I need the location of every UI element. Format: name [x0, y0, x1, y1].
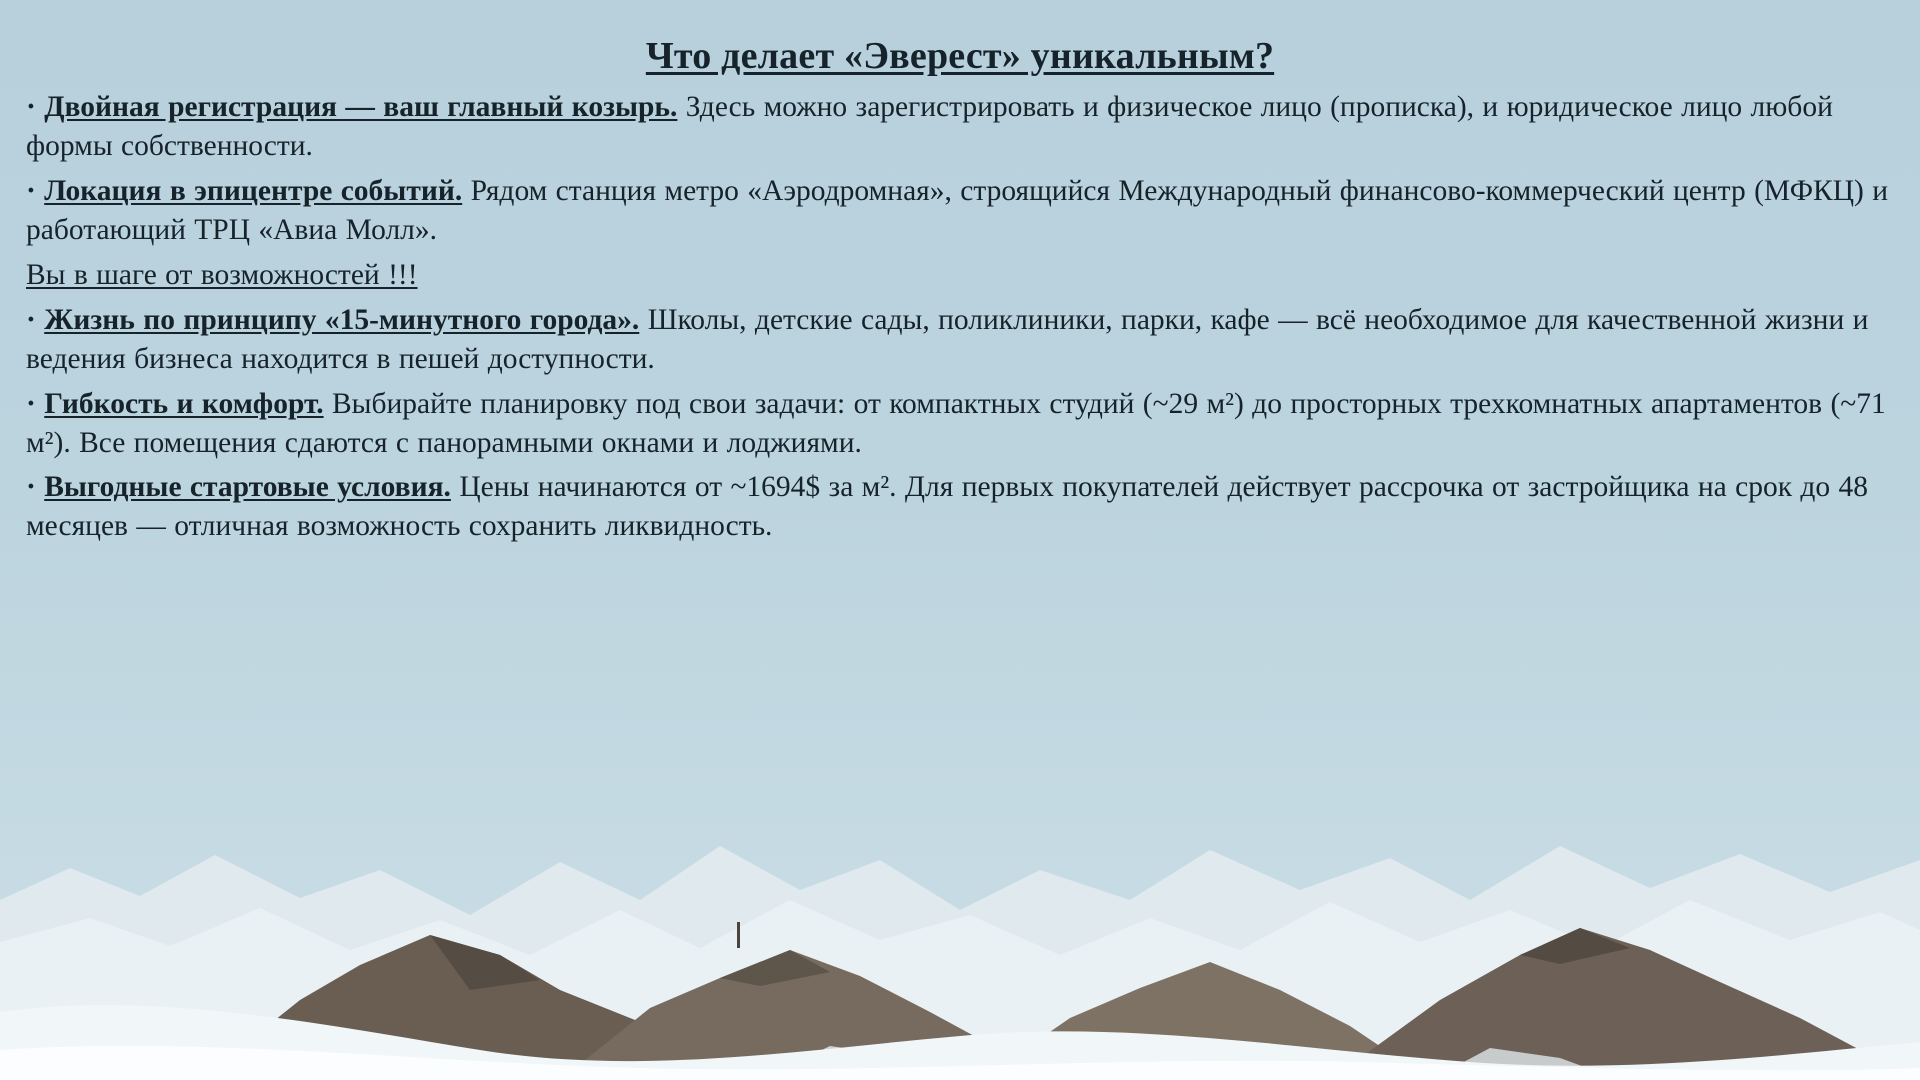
page-title: Что делает «Эверест» уникальным?: [645, 35, 1275, 77]
list-item-body: Рядом станция метро «Аэродромная», строящийся Международный финансово-коммерческий центр (МФКЦ) и работающий ТРЦ «Авиа Молл».: [26, 174, 1889, 246]
list-item-body: Здесь можно зарегистрировать и физическое лицо (прописка), и юридическое лицо любой формы собственности.: [26, 91, 1833, 162]
bullet-marker: ·: [26, 91, 36, 123]
list-item: [26, 468, 1894, 546]
list-item: [26, 385, 1894, 463]
list-item-body: Цены начинаются от ~1694$ за м². Для первых покупателей действует рассрочка от застройщика на срок до 48 месяцев — отличная возможность сохранить ликвидность.: [26, 471, 1869, 543]
bullet-marker: ·: [26, 471, 36, 504]
bullet-marker: ·: [26, 174, 36, 207]
list-item-lead: Жизнь по принципу «15-минутного города».: [44, 303, 640, 336]
list-item-lead: Гибкость и комфорт.: [44, 387, 324, 420]
list-item-body: Выбирайте планировку под свои задачи: от компактных студий (~29 м²) до просторных трехкомнатных апартаментов (~71 м²). Все помещения сдаются с панорамными окнами и лоджиями.: [26, 387, 1886, 459]
list-item-body: Школы, детские сады, поликлиники, парки, кафе — всё необходимое для качественной жизни и ведения бизнеса находится в пешей доступности.: [26, 303, 1869, 375]
bullet-marker: ·: [26, 303, 36, 336]
list-item: [26, 301, 1894, 379]
bullet-marker: ·: [26, 387, 36, 420]
mountain-range-image: [0, 750, 1920, 1080]
list-item-lead: Двойная регистрация — ваш главный козырь.: [44, 91, 678, 123]
list-item-tail: Вы в шаге от возможностей !!!: [26, 258, 418, 291]
list-item: [26, 88, 1894, 166]
list-item-lead: Выгодные стартовые условия.: [44, 471, 451, 504]
list-item-lead: Локация в эпицентре событий.: [44, 174, 463, 207]
list-item: [26, 172, 1894, 250]
